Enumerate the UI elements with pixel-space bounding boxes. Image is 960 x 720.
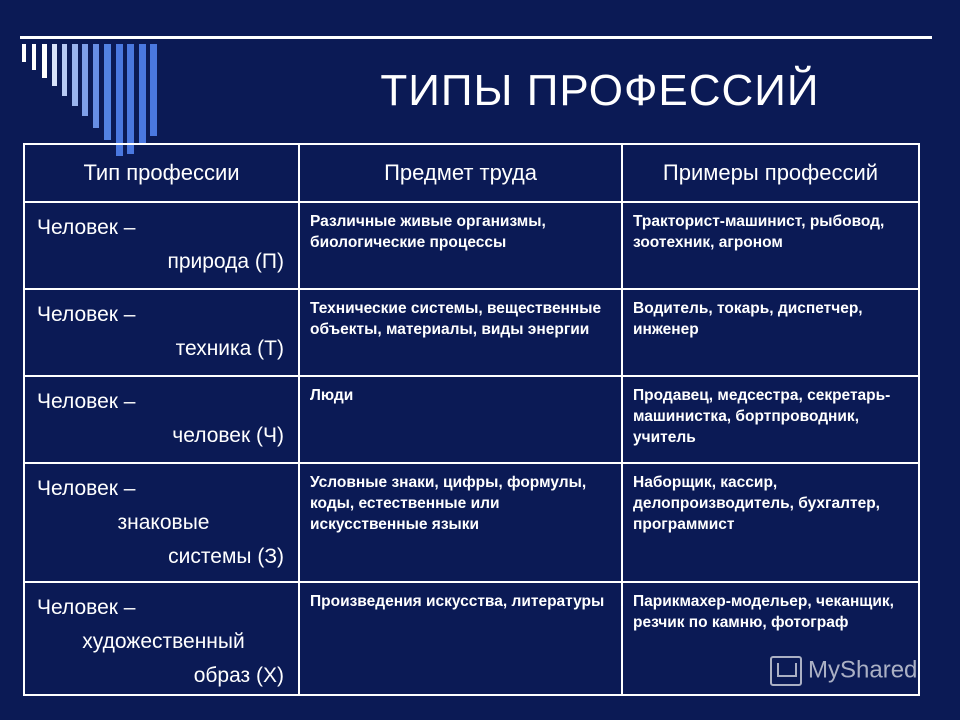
watermark-logo-icon [770,656,802,686]
table-row [24,376,919,463]
subject-cell: Условные знаки, цифры, формулы, коды, естественные или искусственные языки [299,463,622,582]
examples-cell: Водитель, токарь, диспетчер, инженер [622,289,919,376]
type-line: художественный [82,630,245,653]
type-line: человек (Ч) [172,424,284,447]
header-divider [20,36,932,39]
type-cell [24,376,299,463]
type-line: образ (Х) [193,664,284,687]
subject-cell: Люди [299,376,622,463]
examples-cell: Тракторист-машинист, рыбовод, зоотехник, агроном [622,202,919,289]
subject-cell: Произведения искусства, литературы [299,582,622,695]
examples-cell: Парикмахер-модельер, чеканщик, резчик по камню, фотограф [622,582,919,695]
page-title: ТИПЫ ПРОФЕССИЙ [380,66,820,115]
type-line: Человек – [37,596,136,619]
type-cell [24,463,299,582]
type-line: природа (П) [167,250,284,273]
examples-cell: Наборщик, кассир, делопроизводитель, бухгалтер, программист [622,463,919,582]
header-examples: Примеры профессий [622,144,919,202]
type-line: Человек – [37,303,136,326]
header-subject: Предмет труда [299,144,622,202]
type-cell [24,202,299,289]
type-line: знаковые [117,511,210,534]
type-line: системы (З) [168,545,284,568]
type-line: Человек – [37,477,136,500]
type-line: Человек – [37,390,136,413]
watermark-text: MyShared [808,656,918,684]
type-line: техника (Т) [175,337,284,360]
professions-table [23,143,920,696]
type-cell [24,289,299,376]
subject-cell: Различные живые организмы, биологические процессы [299,202,622,289]
table-header-row [24,144,919,202]
table-row [24,289,919,376]
subject-cell: Технические системы, вещественные объекты, материалы, виды энергии [299,289,622,376]
watermark [770,656,917,686]
table-row [24,463,919,582]
header-type: Тип профессии [24,144,299,202]
examples-cell: Продавец, медсестра, секретарь-машинистка, бортпроводник, учитель [622,376,919,463]
type-cell [24,582,299,695]
table-row [24,202,919,289]
type-line: Человек – [37,216,136,239]
